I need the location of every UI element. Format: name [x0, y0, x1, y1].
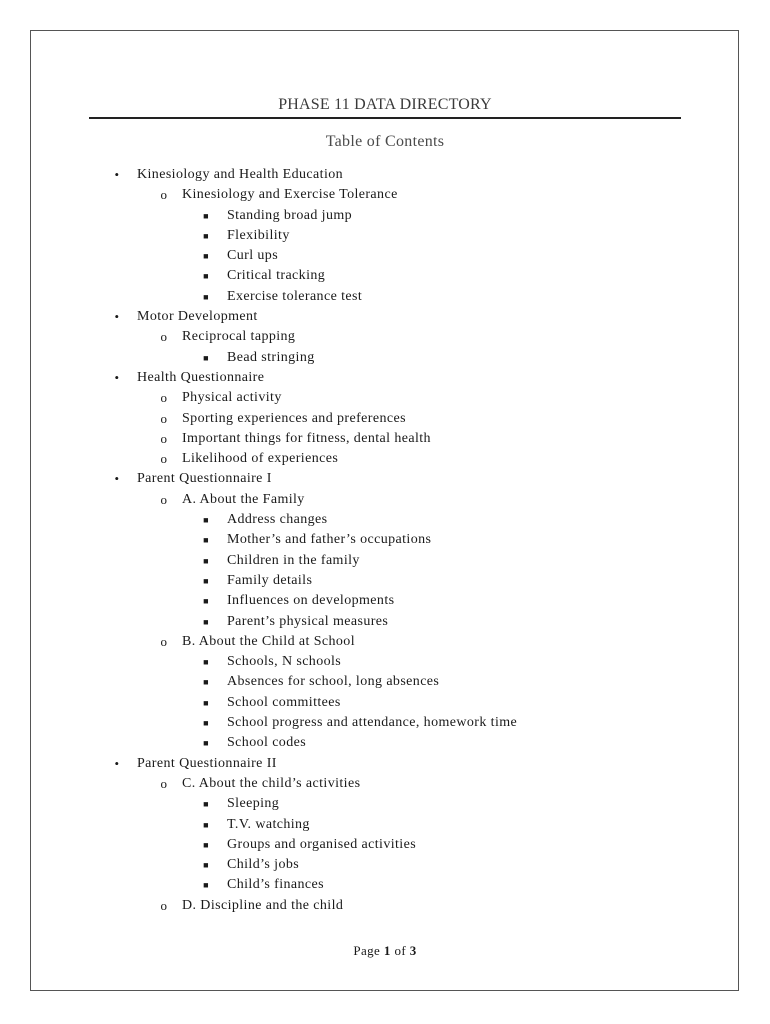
document-title: PHASE 11 DATA DIRECTORY [278, 96, 492, 113]
bullet-square-icon: ■ [203, 535, 209, 546]
toc-item-label: Influences on developments [227, 593, 395, 609]
toc-item-level3 [0, 815, 770, 835]
bullet-square-icon: ■ [203, 291, 209, 302]
bullet-square-icon: ■ [203, 251, 209, 262]
bullet-square-icon: ■ [203, 839, 209, 850]
bullet-circle-icon: o [160, 491, 168, 507]
bullet-circle-icon: o [160, 633, 168, 649]
bullet-square-icon: ■ [203, 352, 209, 363]
toc-item-level1 [0, 368, 770, 388]
toc-item-label: Standing broad jump [227, 207, 353, 223]
toc-item-level3 [0, 835, 770, 855]
page-footer [0, 943, 770, 959]
toc-item-label: Exercise tolerance test [227, 288, 363, 304]
toc-item-level2 [0, 429, 770, 449]
bullet-square-icon: ■ [203, 271, 209, 282]
title-divider [89, 117, 681, 119]
bullet-circle-icon: o [160, 329, 168, 345]
page-label: Page [353, 943, 381, 958]
toc-item-label: Children in the family [227, 552, 360, 568]
toc-item-label: Groups and organised activities [227, 836, 417, 852]
toc-item-level3 [0, 855, 770, 875]
toc-item-level3 [0, 510, 770, 530]
toc-item-level1 [0, 307, 770, 327]
toc-item-label: D. Discipline and the child [182, 897, 344, 913]
toc-item-label: Likelihood of experiences [182, 451, 339, 467]
bullet-square-icon: ■ [203, 799, 209, 810]
bullet-square-icon: ■ [203, 616, 209, 627]
table-of-contents [0, 165, 770, 916]
toc-item-label: Sleeping [227, 796, 280, 812]
toc-item-level3 [0, 571, 770, 591]
bullet-square-icon: ■ [203, 230, 209, 241]
toc-item-label: A. About the Family [182, 491, 305, 507]
toc-item-level3 [0, 693, 770, 713]
bullet-circle-icon: o [160, 451, 168, 467]
toc-item-label: Parent Questionnaire I [137, 471, 272, 487]
bullet-disc-icon: • [114, 369, 120, 385]
bullet-square-icon: ■ [203, 819, 209, 830]
toc-item-level2 [0, 185, 770, 205]
bullet-square-icon: ■ [203, 515, 209, 526]
bullet-square-icon: ■ [203, 718, 209, 729]
toc-heading: Table of Contents [325, 133, 445, 150]
toc-item-level3 [0, 713, 770, 733]
toc-item-label: B. About the Child at School [182, 633, 355, 649]
bullet-square-icon: ■ [203, 596, 209, 607]
bullet-circle-icon: o [160, 775, 168, 791]
bullet-disc-icon: • [114, 755, 120, 771]
bullet-square-icon: ■ [203, 575, 209, 586]
page-current: 1 [383, 943, 391, 958]
toc-item-level2 [0, 449, 770, 469]
toc-item-label: T.V. watching [227, 816, 310, 832]
toc-item-level1 [0, 165, 770, 185]
toc-item-label: Family details [227, 572, 313, 588]
bullet-square-icon: ■ [203, 555, 209, 566]
toc-item-level3 [0, 733, 770, 753]
toc-item-label: Schools, N schools [227, 654, 342, 670]
toc-item-label: Kinesiology and Exercise Tolerance [182, 187, 398, 203]
bullet-circle-icon: o [160, 897, 168, 913]
toc-item-level3 [0, 266, 770, 286]
toc-item-level3 [0, 794, 770, 814]
bullet-circle-icon: o [160, 390, 168, 406]
bullet-disc-icon: • [114, 471, 120, 487]
page-total: 3 [409, 943, 417, 958]
toc-item-label: Kinesiology and Health Education [137, 167, 344, 182]
toc-item-label: Absences for school, long absences [227, 674, 440, 690]
bullet-square-icon: ■ [203, 677, 209, 688]
toc-item-level3 [0, 672, 770, 692]
toc-item-level2 [0, 327, 770, 347]
toc-item-label: Parent’s physical measures [227, 613, 389, 629]
bullet-circle-icon: o [160, 187, 168, 203]
toc-item-level2 [0, 896, 770, 916]
toc-item-label: Flexibility [227, 227, 290, 243]
toc-item-level2 [0, 409, 770, 429]
toc-item-label: Critical tracking [227, 268, 326, 284]
toc-item-label: Child’s jobs [227, 857, 300, 873]
toc-item-level2 [0, 388, 770, 408]
page-of: of [394, 943, 407, 958]
toc-item-label: School committees [227, 694, 341, 710]
toc-item-level3 [0, 551, 770, 571]
bullet-square-icon: ■ [203, 210, 209, 221]
toc-item-label: Address changes [227, 512, 328, 528]
toc-item-level3 [0, 226, 770, 246]
toc-item-label: Bead stringing [227, 349, 315, 365]
toc-item-label: Parent Questionnaire II [137, 755, 277, 771]
toc-item-label: Important things for fitness, dental health [182, 430, 431, 446]
toc-item-level3 [0, 206, 770, 226]
bullet-disc-icon: • [114, 167, 120, 182]
toc-item-level2 [0, 632, 770, 652]
bullet-square-icon: ■ [203, 860, 209, 871]
bullet-square-icon: ■ [203, 697, 209, 708]
toc-item-label: Motor Development [137, 309, 258, 325]
toc-item-label: Mother’s and father’s occupations [227, 532, 432, 548]
toc-item-label: Health Questionnaire [137, 369, 265, 385]
bullet-square-icon: ■ [203, 738, 209, 749]
toc-item-label: Child’s finances [227, 877, 324, 893]
toc-item-level1 [0, 469, 770, 489]
toc-item-level3 [0, 591, 770, 611]
toc-item-level3 [0, 348, 770, 368]
bullet-square-icon: ■ [203, 880, 209, 891]
toc-item-label: Curl ups [227, 248, 279, 264]
toc-item-level3 [0, 530, 770, 550]
toc-item-level1 [0, 754, 770, 774]
toc-item-level3 [0, 875, 770, 895]
toc-item-level2 [0, 774, 770, 794]
bullet-circle-icon: o [160, 410, 168, 426]
bullet-circle-icon: o [160, 430, 168, 446]
toc-item-label: Reciprocal tapping [182, 329, 296, 345]
bullet-square-icon: ■ [203, 657, 209, 668]
toc-item-label: School codes [227, 735, 307, 751]
toc-item-label: C. About the child’s activities [182, 775, 361, 791]
toc-item-label: Physical activity [182, 390, 282, 406]
toc-item-label: School progress and attendance, homework time [227, 715, 518, 731]
toc-item-level3 [0, 652, 770, 672]
toc-item-level3 [0, 246, 770, 266]
bullet-disc-icon: • [114, 309, 120, 325]
toc-item-level2 [0, 490, 770, 510]
toc-item-label: Sporting experiences and preferences [182, 410, 406, 426]
toc-item-level3 [0, 612, 770, 632]
toc-item-level3 [0, 287, 770, 307]
